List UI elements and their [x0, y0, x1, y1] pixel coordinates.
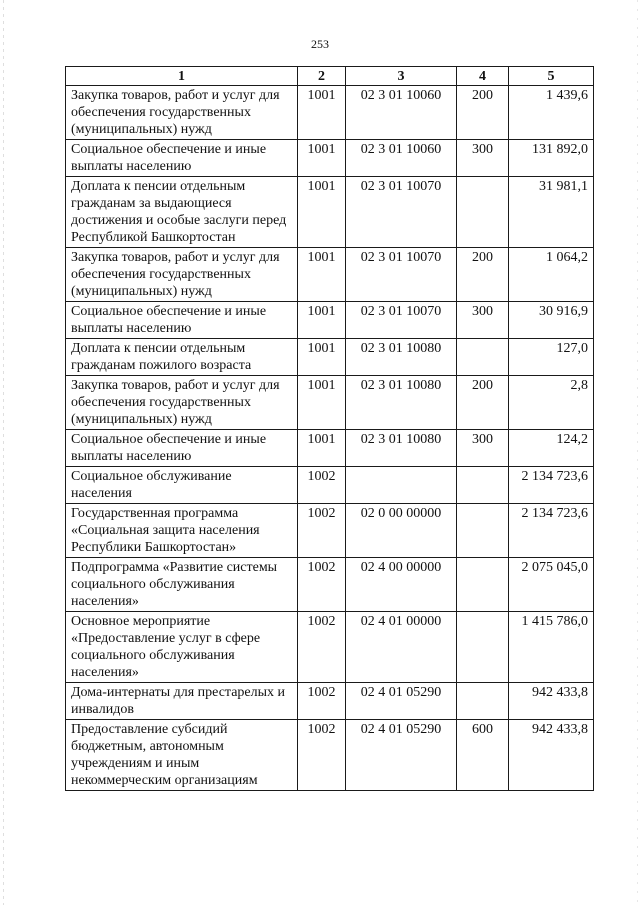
- cell-type: [457, 177, 509, 248]
- cell-type: [457, 683, 509, 720]
- table-row: [66, 720, 594, 791]
- column-header-section: 2: [298, 67, 346, 86]
- cell-name: Социальное обеспечение и иные выплаты населению: [66, 302, 298, 339]
- cell-type: 300: [457, 302, 509, 339]
- cell-amount: 30 916,9: [509, 302, 594, 339]
- cell-name: Подпрограмма «Развитие системы социального обслуживания населения»: [66, 558, 298, 612]
- cell-section: 1002: [298, 720, 346, 791]
- page-number: 253: [311, 37, 329, 51]
- cell-name: Социальное обслуживание населения: [66, 467, 298, 504]
- cell-code: 02 4 01 05290: [346, 683, 457, 720]
- scan-edge-right: [637, 0, 638, 905]
- scan-edge-left: [3, 0, 4, 905]
- cell-type: [457, 467, 509, 504]
- cell-type: 300: [457, 430, 509, 467]
- table-row: [66, 612, 594, 683]
- cell-section: 1001: [298, 339, 346, 376]
- cell-type: [457, 558, 509, 612]
- table-row: [66, 302, 594, 339]
- cell-name: Государственная программа «Социальная защита населения Республики Башкортостан»: [66, 504, 298, 558]
- cell-amount: 942 433,8: [509, 720, 594, 791]
- cell-code: 02 3 01 10070: [346, 302, 457, 339]
- table-row: [66, 86, 594, 140]
- cell-amount: 124,2: [509, 430, 594, 467]
- cell-amount: 2 134 723,6: [509, 467, 594, 504]
- cell-section: 1002: [298, 558, 346, 612]
- cell-amount: 31 981,1: [509, 177, 594, 248]
- table-row: [66, 177, 594, 248]
- column-header-code: 3: [346, 67, 457, 86]
- cell-name: Предоставление субсидий бюджетным, автономным учреждениям и иным некоммерческим организациям: [66, 720, 298, 791]
- cell-name: Закупка товаров, работ и услуг для обеспечения государственных (муниципальных) нужд: [66, 376, 298, 430]
- cell-amount: 1 439,6: [509, 86, 594, 140]
- table-row: [66, 140, 594, 177]
- cell-code: 02 3 01 10060: [346, 86, 457, 140]
- table-row: [66, 248, 594, 302]
- cell-code: 02 3 01 10070: [346, 248, 457, 302]
- cell-name: Основное мероприятие «Предоставление услуг в сфере социального обслуживания населения»: [66, 612, 298, 683]
- cell-name: Доплата к пенсии отдельным гражданам за выдающиеся достижения и особые заслуги перед Республикой Башкортостан: [66, 177, 298, 248]
- cell-section: 1001: [298, 430, 346, 467]
- cell-name: Доплата к пенсии отдельным гражданам пожилого возраста: [66, 339, 298, 376]
- column-header-type: 4: [457, 67, 509, 86]
- cell-name: Закупка товаров, работ и услуг для обеспечения государственных (муниципальных) нужд: [66, 248, 298, 302]
- cell-type: [457, 612, 509, 683]
- cell-section: 1001: [298, 140, 346, 177]
- cell-section: 1002: [298, 504, 346, 558]
- cell-amount: 2 075 045,0: [509, 558, 594, 612]
- cell-code: 02 3 01 10080: [346, 376, 457, 430]
- cell-code: 02 3 01 10060: [346, 140, 457, 177]
- table-header-row: [66, 67, 594, 86]
- cell-amount: 1 415 786,0: [509, 612, 594, 683]
- cell-name: Дома-интернаты для престарелых и инвалидов: [66, 683, 298, 720]
- table-row: [66, 504, 594, 558]
- cell-type: 200: [457, 248, 509, 302]
- cell-section: 1001: [298, 376, 346, 430]
- cell-section: 1001: [298, 248, 346, 302]
- cell-code: 02 3 01 10080: [346, 339, 457, 376]
- cell-name: Социальное обеспечение и иные выплаты населению: [66, 140, 298, 177]
- cell-name: Закупка товаров, работ и услуг для обеспечения государственных (муниципальных) нужд: [66, 86, 298, 140]
- cell-section: 1001: [298, 86, 346, 140]
- cell-section: 1002: [298, 612, 346, 683]
- cell-type: [457, 504, 509, 558]
- cell-type: 600: [457, 720, 509, 791]
- cell-code: 02 0 00 00000: [346, 504, 457, 558]
- cell-amount: 2,8: [509, 376, 594, 430]
- cell-amount: 1 064,2: [509, 248, 594, 302]
- cell-section: 1001: [298, 177, 346, 248]
- cell-amount: 942 433,8: [509, 683, 594, 720]
- cell-section: 1002: [298, 683, 346, 720]
- cell-amount: 127,0: [509, 339, 594, 376]
- cell-type: [457, 339, 509, 376]
- column-header-amount: 5: [509, 67, 594, 86]
- table-row: [66, 339, 594, 376]
- table-row: [66, 558, 594, 612]
- cell-amount: 131 892,0: [509, 140, 594, 177]
- cell-section: 1001: [298, 302, 346, 339]
- cell-code: 02 3 01 10070: [346, 177, 457, 248]
- cell-code: 02 4 01 05290: [346, 720, 457, 791]
- cell-section: 1002: [298, 467, 346, 504]
- budget-table: [65, 66, 594, 791]
- cell-type: 200: [457, 376, 509, 430]
- cell-code: 02 4 01 00000: [346, 612, 457, 683]
- table-row: [66, 683, 594, 720]
- table-row: [66, 467, 594, 504]
- cell-amount: 2 134 723,6: [509, 504, 594, 558]
- cell-code: [346, 467, 457, 504]
- table-row: [66, 430, 594, 467]
- cell-code: 02 3 01 10080: [346, 430, 457, 467]
- column-header-name: 1: [66, 67, 298, 86]
- cell-name: Социальное обеспечение и иные выплаты населению: [66, 430, 298, 467]
- cell-type: 200: [457, 86, 509, 140]
- cell-code: 02 4 00 00000: [346, 558, 457, 612]
- table-row: [66, 376, 594, 430]
- cell-type: 300: [457, 140, 509, 177]
